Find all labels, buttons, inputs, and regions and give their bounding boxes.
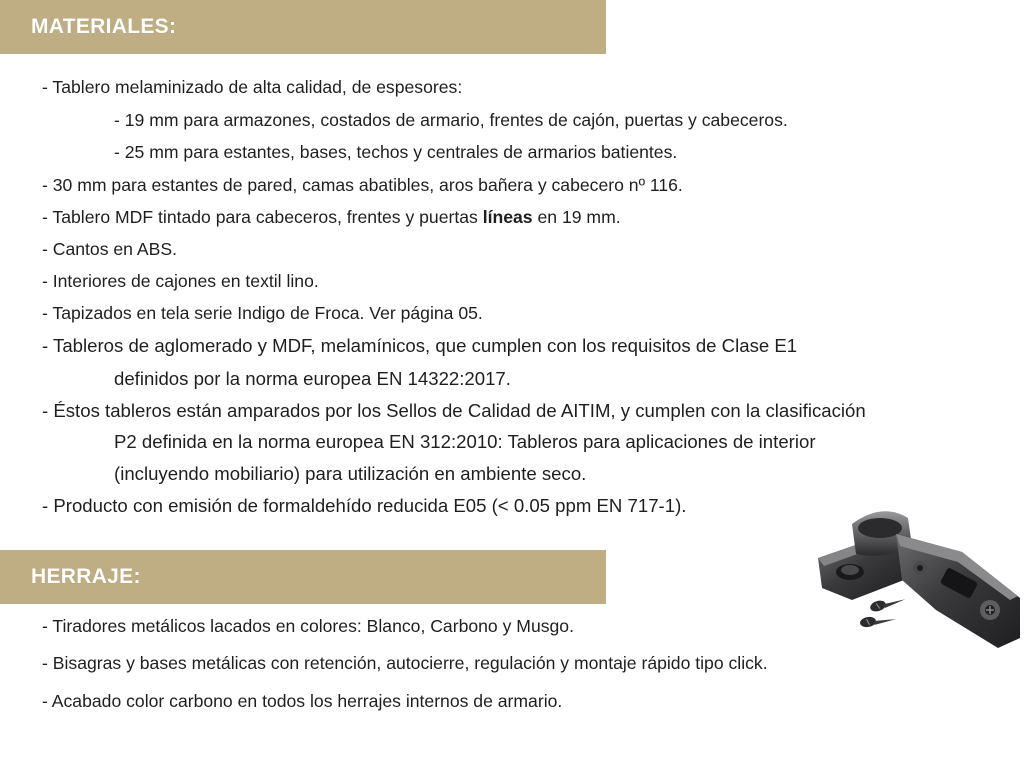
materiales-line-6: - Cantos en ABS. [42, 239, 177, 259]
section-title-herraje: HERRAJE: [31, 565, 141, 588]
materiales-line-5 [42, 206, 621, 228]
materiales-line-5-bold: líneas [482, 207, 533, 227]
materiales-line-11: - Éstos tableros están amparados por los Sellos de Calidad de AITIM, y cumplen con la clasificación [42, 400, 866, 421]
materiales-line-13: (incluyendo mobiliario) para utilización en ambiente seco. [114, 463, 587, 484]
materiales-line-10: definidos por la norma europea EN 14322:2017. [114, 368, 511, 389]
materiales-line-4: - 30 mm para estantes de pared, camas abatibles, aros bañera y cabecero nº 116. [42, 175, 683, 195]
section-header-herraje [0, 550, 606, 604]
section-title-materiales: MATERIALES: [31, 15, 177, 38]
herraje-line-3: - Acabado color carbono en todos los herrajes internos de armario. [42, 691, 563, 711]
materiales-line-7: - Interiores de cajones en textil lino. [42, 271, 319, 291]
materiales-line-1: - Tablero melaminizado de alta calidad, de espesores: [42, 77, 463, 97]
materiales-line-5-text: - Tablero MDF tintado para cabeceros, frentes y puertas [42, 207, 483, 227]
materiales-line-9: - Tableros de aglomerado y MDF, melamínicos, que cumplen con los requisitos de Clase E1 [42, 335, 798, 356]
herraje-line-1: - Tiradores metálicos lacados en colores: Blanco, Carbono y Musgo. [42, 616, 574, 636]
hinge-photo-icon [812, 488, 1024, 670]
section-header-materiales [0, 0, 606, 54]
materiales-line-2: - 19 mm para armazones, costados de armario, frentes de cajón, puertas y cabeceros. [114, 110, 788, 130]
materiales-line-8: - Tapizados en tela serie Indigo de Froca. Ver página 05. [42, 303, 483, 323]
materiales-line-12: P2 definida en la norma europea EN 312:2010: Tableros para aplicaciones de interior [114, 431, 816, 452]
materiales-line-5-end: en 19 mm. [532, 207, 621, 227]
materiales-line-3: - 25 mm para estantes, bases, techos y centrales de armarios batientes. [114, 142, 678, 162]
herraje-line-2: - Bisagras y bases metálicas con retención, autocierre, regulación y montaje rápido tipo click. [42, 653, 768, 673]
materiales-line-14: - Producto con emisión de formaldehído reducida E05 (< 0.05 ppm EN 717-1). [42, 495, 687, 516]
